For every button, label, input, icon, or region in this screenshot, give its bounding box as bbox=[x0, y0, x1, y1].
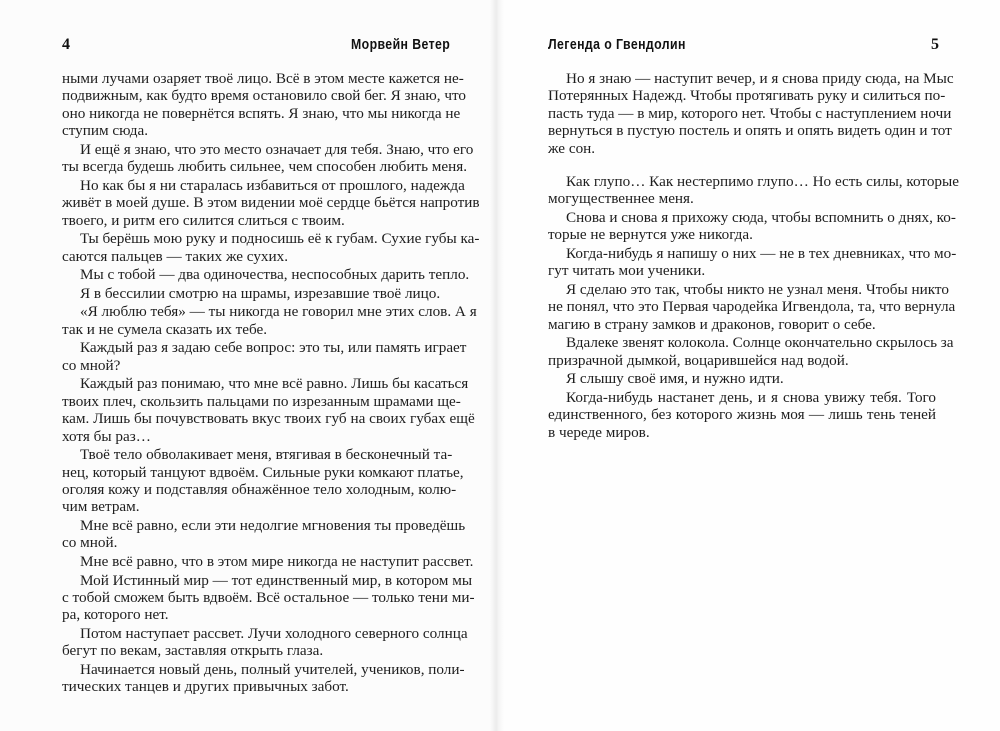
text-line: Но я знаю — наступит вечер, и я снова приду сюда, на Мыс bbox=[566, 70, 954, 87]
text-line: чим ветрам. bbox=[62, 498, 140, 516]
text-line: гут читать мои ученики. bbox=[548, 262, 706, 280]
text-line: ными лучами озаряет твоё лицо. Всё в этом месте кажется не- bbox=[62, 70, 464, 87]
text-line: Мой Истинный мир — тот единственный мир, в котором мы bbox=[80, 571, 473, 589]
paragraph bbox=[548, 334, 954, 369]
paragraph bbox=[62, 375, 475, 445]
text-line: «Я люблю тебя» — ты никогда не говорил мне этих слов. А я bbox=[80, 303, 477, 321]
text-line: хотя бы раз… bbox=[62, 427, 151, 445]
paragraph bbox=[548, 70, 954, 157]
text-line: Снова и снова я прихожу сюда, чтобы вспомнить о днях, ко- bbox=[566, 209, 956, 227]
text-line: призрачной дымкой, воцарившейся над водой. bbox=[548, 351, 849, 369]
text-line: оголяя кожу и подставляя обнажённое тело холодным, колю- bbox=[62, 481, 457, 499]
text-line: со мной? bbox=[62, 356, 121, 374]
paragraph bbox=[62, 303, 477, 338]
text-line: Я в бессилии смотрю на шрамы, изрезавшие твоё лицо. bbox=[80, 284, 441, 302]
text-line: твоих плеч, скользить пальцами по изрезанным шрамами ще- bbox=[62, 392, 461, 410]
text-line: же сон. bbox=[548, 139, 596, 157]
paragraph bbox=[62, 285, 450, 302]
text-line: с тобой сможем быть вдвоём. Всё остальное — только тени ми- bbox=[62, 589, 475, 607]
text-line: Я слышу своё имя, и нужно идти. bbox=[566, 370, 784, 388]
paragraph bbox=[62, 553, 474, 571]
text-line: Вдалеке звенят колокола. Солнце окончательно скрылось за bbox=[566, 334, 954, 352]
paragraph bbox=[62, 266, 470, 284]
text-line: Потерянных Надежд. Чтобы протягивать руку и силиться по- bbox=[548, 87, 946, 105]
text-line: единственного, без которого жизнь моя — лишь тень теней bbox=[548, 406, 936, 424]
paragraph bbox=[62, 339, 467, 374]
text-line: кам. Лишь бы почувствовать вкус твоих губ на своих губах ещё bbox=[62, 410, 475, 428]
text-line: оно никогда не повернётся вспять. Я знаю, что мы никогда не bbox=[62, 104, 461, 122]
paragraph bbox=[62, 625, 468, 660]
running-head: Морвейн Ветер bbox=[350, 36, 450, 53]
body-text bbox=[548, 70, 959, 442]
text-line: Как глупо… Как нестерпимо глупо… Но есть силы, которые bbox=[566, 173, 959, 191]
body-text bbox=[62, 70, 480, 697]
text-line: Мне всё равно, если эти недолгие мгновения ты проведёшь bbox=[80, 517, 466, 535]
paragraph bbox=[548, 245, 957, 280]
paragraph bbox=[62, 70, 467, 140]
text-line: подвижным, как будто время остановило свой бег. Я знаю, что bbox=[62, 87, 467, 105]
text-line: магию в страну замков и драконов, говорит о себе. bbox=[548, 315, 876, 333]
text-line: И ещё я знаю, что это место означает для тебя. Знаю, что его bbox=[80, 140, 474, 158]
paragraph bbox=[548, 173, 959, 208]
text-line: живёт в моей душе. В этом видении моё сердце бьётся напротив bbox=[62, 194, 480, 212]
paragraph bbox=[548, 389, 936, 441]
text-line: Я сделаю это так, чтобы никто не узнал меня. Чтобы никто bbox=[566, 281, 949, 299]
paragraph bbox=[548, 281, 956, 333]
paragraph bbox=[62, 517, 466, 552]
text-line: могущественнее меня. bbox=[548, 190, 694, 208]
right-page bbox=[497, 0, 1000, 731]
text-line: саются пальцев — таких же сухих. bbox=[62, 247, 289, 265]
text-line: Мы с тобой — два одиночества, неспособных дарить тепло. bbox=[80, 266, 470, 284]
text-line: Твоё тело обволакивает меня, втягивая в бесконечный та- bbox=[80, 446, 453, 464]
text-line: торые не вернутся уже никогда. bbox=[548, 226, 753, 244]
text-line: бегут по векам, заставляя открыть глаза. bbox=[62, 642, 324, 660]
text-line: Каждый раз я задаю себе вопрос: это ты, или память играет bbox=[80, 339, 467, 357]
book-gutter bbox=[490, 0, 504, 731]
text-line: не понял, что это Первая чародейка Игвендола, та, что вернула bbox=[548, 298, 956, 316]
text-line: пасть туда — в мир, которого нет. Чтобы с наступлением ночи bbox=[548, 104, 952, 122]
page-number: 5 bbox=[931, 36, 939, 53]
text-line: ступим сюда. bbox=[62, 122, 149, 140]
text-line: Каждый раз понимаю, что мне всё равно. Лишь бы касаться bbox=[80, 375, 469, 393]
text-line: в череде миров. bbox=[548, 423, 650, 441]
paragraph bbox=[548, 209, 956, 244]
text-line: Когда-нибудь я напишу о них — не в тех дневниках, что мо- bbox=[566, 245, 957, 263]
paragraph bbox=[62, 176, 480, 229]
paragraph bbox=[62, 230, 480, 265]
text-line: Мне всё равно, что в этом мире никогда не наступит рассвет. bbox=[80, 553, 474, 571]
paragraph bbox=[62, 140, 474, 176]
text-line: так и не сумела сказать их тебе. bbox=[62, 320, 268, 338]
paragraph bbox=[62, 446, 464, 516]
text-line: Начинается новый день, полный учителей, учеников, поли- bbox=[80, 661, 465, 679]
running-head: Легенда о Гвендолин bbox=[548, 36, 686, 53]
paragraph bbox=[62, 571, 475, 624]
text-line: Но как бы я ни старалась избавиться от прошлого, надежда bbox=[80, 176, 465, 194]
text-line: тических танцев и других привычных забот. bbox=[62, 678, 349, 696]
text-line: вернуться в пустую постель и опять и опять видеть один и тот bbox=[548, 122, 952, 140]
text-line: ты всегда будешь любить сильнее, чем способен любить меня. bbox=[62, 158, 468, 176]
page-number: 4 bbox=[62, 36, 70, 53]
paragraph bbox=[548, 370, 936, 387]
text-line: ра, которого нет. bbox=[62, 606, 169, 624]
text-line: Ты берёшь мою руку и подносишь её к губам. Сухие губы ка- bbox=[80, 230, 480, 248]
text-line: со мной. bbox=[62, 534, 118, 552]
paragraph bbox=[62, 661, 465, 696]
text-line: Потом наступает рассвет. Лучи холодного северного солнца bbox=[80, 625, 468, 643]
text-line: твоего, и ритм его силится слиться с твоим. bbox=[62, 211, 345, 229]
text-line: Когда-нибудь настанет день, и я снова увижу тебя. Того bbox=[566, 389, 936, 407]
text-line: нец, который танцуют вдвоём. Сильные руки комкают платье, bbox=[62, 463, 464, 481]
left-page bbox=[0, 0, 497, 731]
